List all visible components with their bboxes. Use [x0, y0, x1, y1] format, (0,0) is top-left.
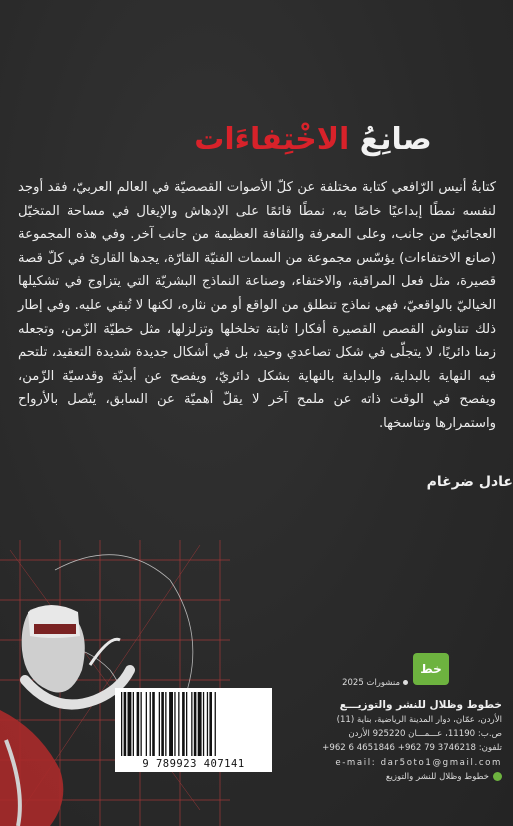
bullet-icon: [403, 680, 408, 685]
barcode-bars: [121, 692, 266, 756]
publisher-address: الأردن، عمّان، دوار المدينة الرياضية، بناية (11): [336, 715, 502, 725]
book-title-part2: الاخْتِفاءَات: [194, 122, 350, 157]
publication-year-label: منشورات 2025: [342, 678, 400, 688]
facebook-icon: [493, 772, 502, 781]
publisher-phone: تلفون: 3746218 79 962+ 4651846 6 962+: [322, 743, 502, 754]
publisher-info: [280, 697, 502, 784]
barcode: [115, 688, 272, 772]
publication-year: [288, 678, 408, 688]
blurb-author: عادل ضرغام: [426, 474, 513, 490]
book-title: [113, 120, 513, 160]
publisher-facebook: [280, 770, 502, 784]
publisher-email: e-mail: dar5oto1@gmail.com: [335, 757, 502, 768]
blurb-text: كتابةُ أنيس الرّافعي كتابة مختلفة عن كلّ الأصوات القصصيّة في العالم العربيّ، فقد أوجد لنفسه نمطًا إبداعيًا خاصًا به، نمطًا قائمًا على الإدهاش والإيغال في مساحة المتخيّل العجائبيّ من جانب، وعلى المعرفة والثقافة العظيمة من جانب آخر. وفي هذه المجموعة (صانع الاختفاءات) يؤسّس مجموعة من السمات الفنيّة القارّة، يجدها القارئ في كلّ قصة قصيرة، مثل فعل المراقبة، والاختفاء، وصناعة النماذج البشريّة التي يتزاوج في تشكيلها الخياليّ بالواقعيّ، فهي نماذج تنطلق من الواقع أو من نثاره، لكنها لا تُبقي عليه. وفي إطار ذلك تتناوش القصص القصيرة أفكارا ثابتة تخلخلها وتزلزلها، مثل خطيّة الزّمن، وتجعله زمنا دائريًا، لا يتجلّى في شكل تصاعدي وحيد، بل في أشكال جديدة شديدة التعقيد، تلتحم فيه النهاية بالبداية، والبداية بالنهاية بشكل دائريّ، ويفصح عن أبديّة وقدسيّة الزّمن، ويفصح في الوقت ذاته عن ملمح آخر لا يقلّ أهميّة عن السابق، يتّصل بالأرواح واستمرارها وتناسخها.: [18, 180, 496, 431]
publisher-pobox: ص.ب: 11190، عـــمـــان 925220 الأردن: [348, 729, 502, 740]
book-title-part1: صانِعُ: [359, 122, 432, 157]
publisher-facebook-label: خطوط وظلال للنشر والتوزيع: [385, 771, 489, 782]
publisher-logo: خط: [413, 653, 449, 685]
barcode-number: 9 789923 407141: [142, 758, 245, 770]
cover-illustration: [0, 540, 230, 826]
publisher-name: خطوط وظلال للنشر والتوزيـــع: [339, 699, 502, 711]
